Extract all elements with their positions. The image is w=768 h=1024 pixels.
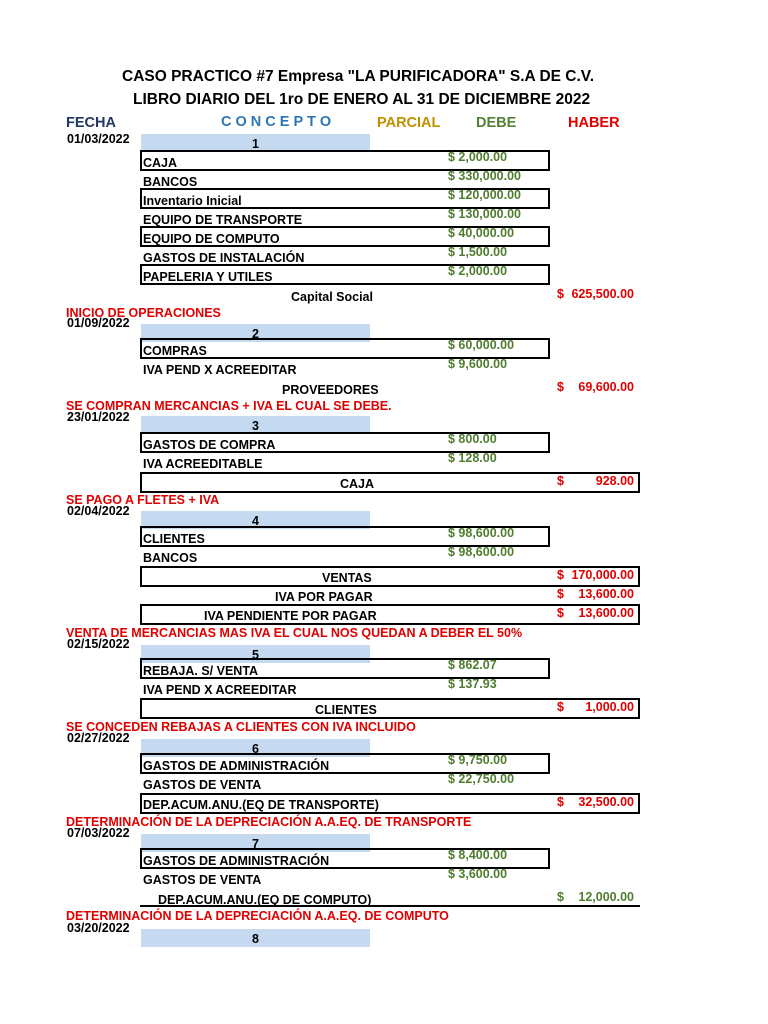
entry-date: 01/03/2022: [67, 132, 130, 146]
debit-amount: $ 130,000.00: [448, 207, 521, 221]
credit-row-border: [140, 472, 640, 493]
header-concepto: C O N C E P T O: [221, 114, 332, 130]
debit-amount: $ 120,000.00: [448, 188, 521, 202]
debit-account: EQUIPO DE COMPUTO: [143, 232, 280, 246]
entry-number: 5: [141, 645, 370, 663]
debit-amount: $ 330,000.00: [448, 169, 521, 183]
credit-amount: 13,600.00: [578, 587, 634, 601]
debit-account: CAJA: [143, 156, 178, 170]
debit-amount: $ 2,000.00: [448, 150, 508, 164]
debit-amount: $ 3,600.00: [448, 867, 508, 881]
credit-account: DEP.ACUM.ANU.(EQ DE COMPUTO): [158, 893, 372, 907]
debit-amount: $ 1,500.00: [448, 245, 508, 259]
entry-description: SE PAGO A FLETES + IVA: [66, 493, 220, 507]
debit-account: IVA PEND X ACREEDITAR: [143, 363, 297, 377]
debit-amount: $ 800.00: [448, 432, 497, 446]
debit-amount: $ 22,750.00: [448, 772, 515, 786]
entry-description: DETERMINACIÓN DE LA DEPRECIACIÓN A.A.EQ. DE TRANSPORTE: [66, 815, 472, 829]
credit-amount: 13,600.00: [578, 606, 634, 620]
credit-amount: 1,000.00: [585, 700, 634, 714]
credit-account: PROVEEDORES: [282, 383, 379, 397]
credit-row-border: [140, 566, 640, 587]
credit-account: CAJA: [340, 477, 375, 491]
debit-amount: $ 2,000.00: [448, 264, 508, 278]
debit-amount: $ 98,600.00: [448, 545, 515, 559]
credit-account: CLIENTES: [315, 703, 377, 717]
credit-currency-sign: $: [557, 606, 564, 620]
header-debe: DEBE: [476, 115, 517, 131]
debit-account: BANCOS: [143, 551, 198, 565]
entry-description: SE COMPRAN MERCANCIAS + IVA EL CUAL SE DEBE.: [66, 399, 392, 413]
entry-number: 8: [141, 929, 370, 947]
debit-amount: $ 137.93: [448, 677, 497, 691]
credit-currency-sign: $: [557, 380, 564, 394]
credit-currency-sign: $: [557, 890, 564, 904]
credit-amount: 928.00: [595, 474, 634, 488]
title-line-2: LIBRO DIARIO DEL 1ro DE ENERO AL 31 DE DICIEMBRE 2022: [133, 91, 591, 108]
credit-amount: 32,500.00: [578, 795, 634, 809]
header-parcial: PARCIAL: [377, 115, 441, 131]
debit-amount: $ 8,400.00: [448, 848, 508, 862]
entry-date: 01/09/2022: [67, 316, 130, 330]
credit-amount: 170,000.00: [571, 568, 634, 582]
debit-account: EQUIPO DE TRANSPORTE: [143, 213, 303, 227]
debit-account: GASTOS DE ADMINISTRACIÓN: [143, 759, 330, 773]
entry-number: 3: [141, 416, 370, 434]
entry-number: 4: [141, 511, 370, 529]
debit-amount: $ 9,600.00: [448, 357, 508, 371]
credit-account: IVA PENDIENTE POR PAGAR: [204, 609, 377, 623]
entry-date: 23/01/2022: [67, 410, 130, 424]
title-line-1: CASO PRACTICO #7 Empresa "LA PURIFICADORA" S.A DE C.V.: [122, 68, 595, 85]
header-fecha: FECHA: [66, 115, 116, 131]
entry-description: VENTA DE MERCANCIAS MAS IVA EL CUAL NOS QUEDAN A DEBER EL 50%: [66, 626, 523, 640]
debit-account: GASTOS DE COMPRA: [143, 438, 276, 452]
entry-description: SE CONCEDEN REBAJAS A CLIENTES CON IVA INCLUIDO: [66, 720, 416, 734]
credit-amount: 12,000.00: [578, 890, 634, 904]
entry-number: 2: [141, 324, 370, 342]
debit-amount: $ 9,750.00: [448, 753, 508, 767]
entry-date: 03/20/2022: [67, 921, 130, 935]
debit-account: GASTOS DE VENTA: [143, 873, 262, 887]
entry-date: 07/03/2022: [67, 826, 130, 840]
debit-account: PAPELERIA Y UTILES: [143, 270, 273, 284]
entry-description: INICIO DE OPERACIONES: [66, 306, 221, 320]
credit-account: IVA POR PAGAR: [275, 590, 373, 604]
credit-currency-sign: $: [557, 795, 564, 809]
credit-account: VENTAS: [322, 571, 372, 585]
entry-date: 02/04/2022: [67, 504, 130, 518]
credit-account: Capital Social: [291, 290, 373, 304]
debit-account: GASTOS DE VENTA: [143, 778, 262, 792]
debit-account: Inventario Inicial: [143, 194, 242, 208]
credit-currency-sign: $: [557, 587, 564, 601]
debit-account: GASTOS DE INSTALACIÓN: [143, 251, 305, 265]
debit-account: COMPRAS: [143, 344, 207, 358]
entry-date: 02/15/2022: [67, 637, 130, 651]
debit-amount: $ 60,000.00: [448, 338, 515, 352]
debit-amount: $ 98,600.00: [448, 526, 515, 540]
entry-number: 6: [141, 739, 370, 757]
credit-amount: 625,500.00: [571, 287, 634, 301]
credit-account: DEP.ACUM.ANU.(EQ DE TRANSPORTE): [143, 798, 379, 812]
debit-account: IVA ACREEDITABLE: [143, 457, 263, 471]
credit-row-border: [140, 698, 640, 719]
credit-currency-sign: $: [557, 474, 564, 488]
debit-amount: $ 862.07: [448, 658, 497, 672]
debit-amount: $ 40,000.00: [448, 226, 515, 240]
header-haber: HABER: [568, 115, 620, 131]
credit-currency-sign: $: [557, 568, 564, 582]
entry-date: 02/27/2022: [67, 731, 130, 745]
credit-amount: 69,600.00: [578, 380, 634, 394]
entry-description: DETERMINACIÓN DE LA DEPRECIACIÓN A.A.EQ. DE COMPUTO: [66, 909, 449, 923]
debit-amount: $ 128.00: [448, 451, 497, 465]
debit-account: CLIENTES: [143, 532, 205, 546]
debit-account: IVA PEND X ACREEDITAR: [143, 683, 297, 697]
credit-currency-sign: $: [557, 287, 564, 301]
entry-number: 7: [141, 834, 370, 852]
entry-number: 1: [141, 134, 370, 152]
debit-account: REBAJA. S/ VENTA: [143, 664, 259, 678]
debit-account: GASTOS DE ADMINISTRACIÓN: [143, 854, 330, 868]
debit-account: BANCOS: [143, 175, 198, 189]
credit-currency-sign: $: [557, 700, 564, 714]
